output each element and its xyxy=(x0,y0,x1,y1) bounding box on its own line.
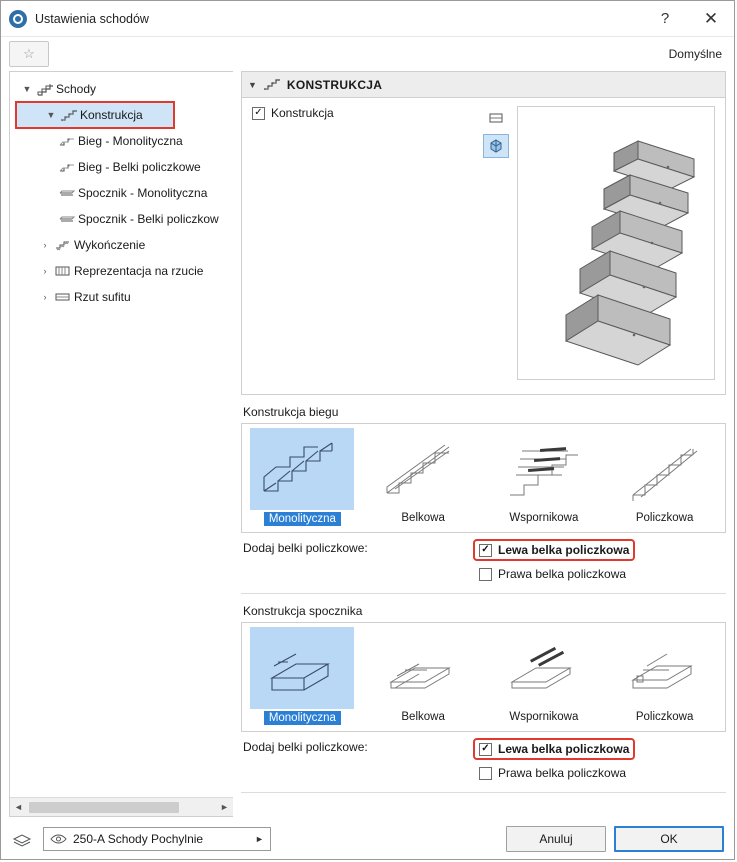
checkbox-label: Prawa belka policzkowa xyxy=(498,766,627,780)
chevron-down-icon[interactable]: ▼ xyxy=(248,79,257,90)
dialog-toolbar xyxy=(1,37,734,71)
flight-icon xyxy=(56,135,78,147)
sidebar-item-label: Spocznik - Monolityczna xyxy=(78,186,208,200)
layer-combo[interactable] xyxy=(43,827,271,851)
checkbox-label: Konstrukcja xyxy=(271,106,334,120)
stringer-flight-icon xyxy=(613,428,717,510)
sidebar-item-spocznik-belki-policzkowe[interactable] xyxy=(10,206,233,232)
scrollbar-thumb[interactable] xyxy=(29,802,179,813)
app-icon xyxy=(9,10,27,28)
option-label: Belkowa xyxy=(401,512,445,524)
layer-value: 250-A Schody Pochylnie xyxy=(73,832,204,846)
structure-icon xyxy=(263,78,281,91)
top-view-button[interactable] xyxy=(483,106,509,130)
monolithic-flight-icon xyxy=(250,428,354,510)
divider xyxy=(241,593,726,594)
landing-option-strip xyxy=(241,622,726,732)
option-label: Monolityczna xyxy=(264,711,341,725)
stairs-icon xyxy=(34,83,56,96)
structure-icon xyxy=(58,109,80,122)
flight-group-label: Konstrukcja biegu xyxy=(243,405,339,419)
divider xyxy=(241,792,726,793)
panel-header[interactable] xyxy=(241,71,726,97)
chevron-down-icon[interactable]: ▼ xyxy=(46,110,56,120)
sidebar-item-label: Schody xyxy=(56,82,97,96)
favorites-button[interactable] xyxy=(9,41,49,67)
flight-option-strip xyxy=(241,423,726,533)
sidebar-item-label: Reprezentacja na rzucie xyxy=(74,264,204,278)
chevron-down-icon[interactable]: ▼ xyxy=(22,84,32,94)
star-icon: ☆ xyxy=(23,46,35,61)
sidebar-item-rzut-sufitu[interactable] xyxy=(10,284,233,310)
sidebar-scrollbar[interactable] xyxy=(10,797,233,816)
chevron-right-icon[interactable]: › xyxy=(43,240,47,250)
cancel-button[interactable]: Anuluj xyxy=(506,826,606,852)
flight-left-stringer-checkbox[interactable] xyxy=(475,541,633,559)
flight-add-label: Dodaj belki policzkowe: xyxy=(243,541,368,555)
checkbox-label: Prawa belka policzkowa xyxy=(498,567,627,581)
option-label: Wspornikowa xyxy=(509,512,579,524)
scroll-right-icon[interactable]: ► xyxy=(216,799,233,816)
3d-view-button[interactable] xyxy=(483,134,509,158)
chevron-right-icon[interactable]: ► xyxy=(255,834,264,844)
dialog-content xyxy=(1,71,734,817)
eye-icon xyxy=(50,833,67,845)
landing-right-stringer-checkbox[interactable] xyxy=(475,764,633,782)
sidebar-item-bieg-belki-policzkowe[interactable] xyxy=(10,154,233,180)
flight-icon xyxy=(56,161,78,173)
sidebar-item-label: Rzut sufitu xyxy=(74,290,131,304)
settings-tree xyxy=(9,71,233,817)
landing-add-stringers-row xyxy=(241,740,726,782)
checkbox-box[interactable] xyxy=(479,568,492,581)
help-button[interactable]: ? xyxy=(660,10,670,27)
landing-add-label: Dodaj belki policzkowe: xyxy=(243,740,368,754)
landing-icon xyxy=(56,214,78,224)
beam-flight-icon xyxy=(371,428,475,510)
sidebar-item-spocznik-monolityczna[interactable] xyxy=(10,180,233,206)
flight-option-wspornikowa[interactable] xyxy=(484,424,605,532)
flight-right-stringer-checkbox[interactable] xyxy=(475,565,633,583)
window-title: Ustawienia schodów xyxy=(35,11,149,26)
flight-add-stringers-row xyxy=(241,541,726,583)
option-label: Policzkowa xyxy=(635,711,694,723)
sidebar-item-konstrukcja[interactable] xyxy=(16,102,174,128)
ceiling-icon xyxy=(52,291,74,303)
panel-title: KONSTRUKCJA xyxy=(286,77,383,92)
sidebar-item-bieg-monolityczna[interactable] xyxy=(10,128,233,154)
checkbox-label: Lewa belka policzkowa xyxy=(498,543,630,557)
stringer-landing-icon xyxy=(613,627,717,709)
sidebar-item-label: Bieg - Monolityczna xyxy=(78,134,183,148)
flight-option-monolityczna[interactable] xyxy=(242,424,363,532)
title-bar xyxy=(1,1,734,37)
settings-main xyxy=(241,71,726,817)
scroll-left-icon[interactable]: ◄ xyxy=(10,799,27,816)
preview-view-buttons xyxy=(483,106,509,158)
checkbox-box[interactable]: ✓ xyxy=(252,107,265,120)
beam-landing-icon xyxy=(371,627,475,709)
sidebar-item-label: Konstrukcja xyxy=(80,108,143,122)
landing-option-policzkowa[interactable] xyxy=(604,623,725,731)
sidebar-item-label: Spocznik - Belki policzkow xyxy=(78,212,219,226)
option-label: Wspornikowa xyxy=(509,711,579,723)
landing-icon xyxy=(56,188,78,198)
panel-body xyxy=(241,97,726,395)
sidebar-item-wykonczenie[interactable] xyxy=(10,232,233,258)
checkbox-box[interactable]: ✓ xyxy=(479,544,492,557)
landing-group-label: Konstrukcja spocznika xyxy=(243,604,363,618)
sidebar-item-reprezentacja-na-rzucie[interactable] xyxy=(10,258,233,284)
landing-left-stringer-checkbox[interactable] xyxy=(475,740,633,758)
sidebar-item-label: Bieg - Belki policzkowe xyxy=(78,160,201,174)
finish-icon xyxy=(52,239,74,251)
monolithic-landing-icon xyxy=(250,627,354,709)
stair-3d-preview[interactable] xyxy=(517,106,715,380)
landing-structure-group xyxy=(241,604,726,793)
landing-option-wspornikowa[interactable] xyxy=(484,623,605,731)
layers-icon[interactable] xyxy=(9,828,35,850)
close-button[interactable]: ✕ xyxy=(703,8,719,28)
landing-option-belkowa[interactable] xyxy=(363,623,484,731)
plan-icon xyxy=(52,265,74,277)
checkbox-box[interactable]: ✓ xyxy=(479,743,492,756)
sidebar-item-label: Wykończenie xyxy=(74,238,146,252)
flight-structure-group xyxy=(241,405,726,594)
checkbox-box[interactable] xyxy=(479,767,492,780)
default-settings-link[interactable]: Domyślne xyxy=(668,47,722,61)
cantilever-landing-icon xyxy=(492,627,596,709)
option-label: Belkowa xyxy=(401,711,445,723)
flight-option-policzkowa[interactable] xyxy=(604,424,725,532)
chevron-right-icon[interactable]: › xyxy=(43,292,47,302)
cantilever-flight-icon xyxy=(492,428,596,510)
ok-button[interactable]: OK xyxy=(614,826,724,852)
option-label: Policzkowa xyxy=(635,512,694,524)
sidebar-item-schody[interactable] xyxy=(10,76,233,102)
dialog-footer xyxy=(1,817,734,861)
flight-option-belkowa[interactable] xyxy=(363,424,484,532)
checkbox-label: Lewa belka policzkowa xyxy=(498,742,630,756)
chevron-right-icon[interactable]: › xyxy=(43,266,47,276)
option-label: Monolityczna xyxy=(264,512,341,526)
landing-option-monolityczna[interactable] xyxy=(242,623,363,731)
